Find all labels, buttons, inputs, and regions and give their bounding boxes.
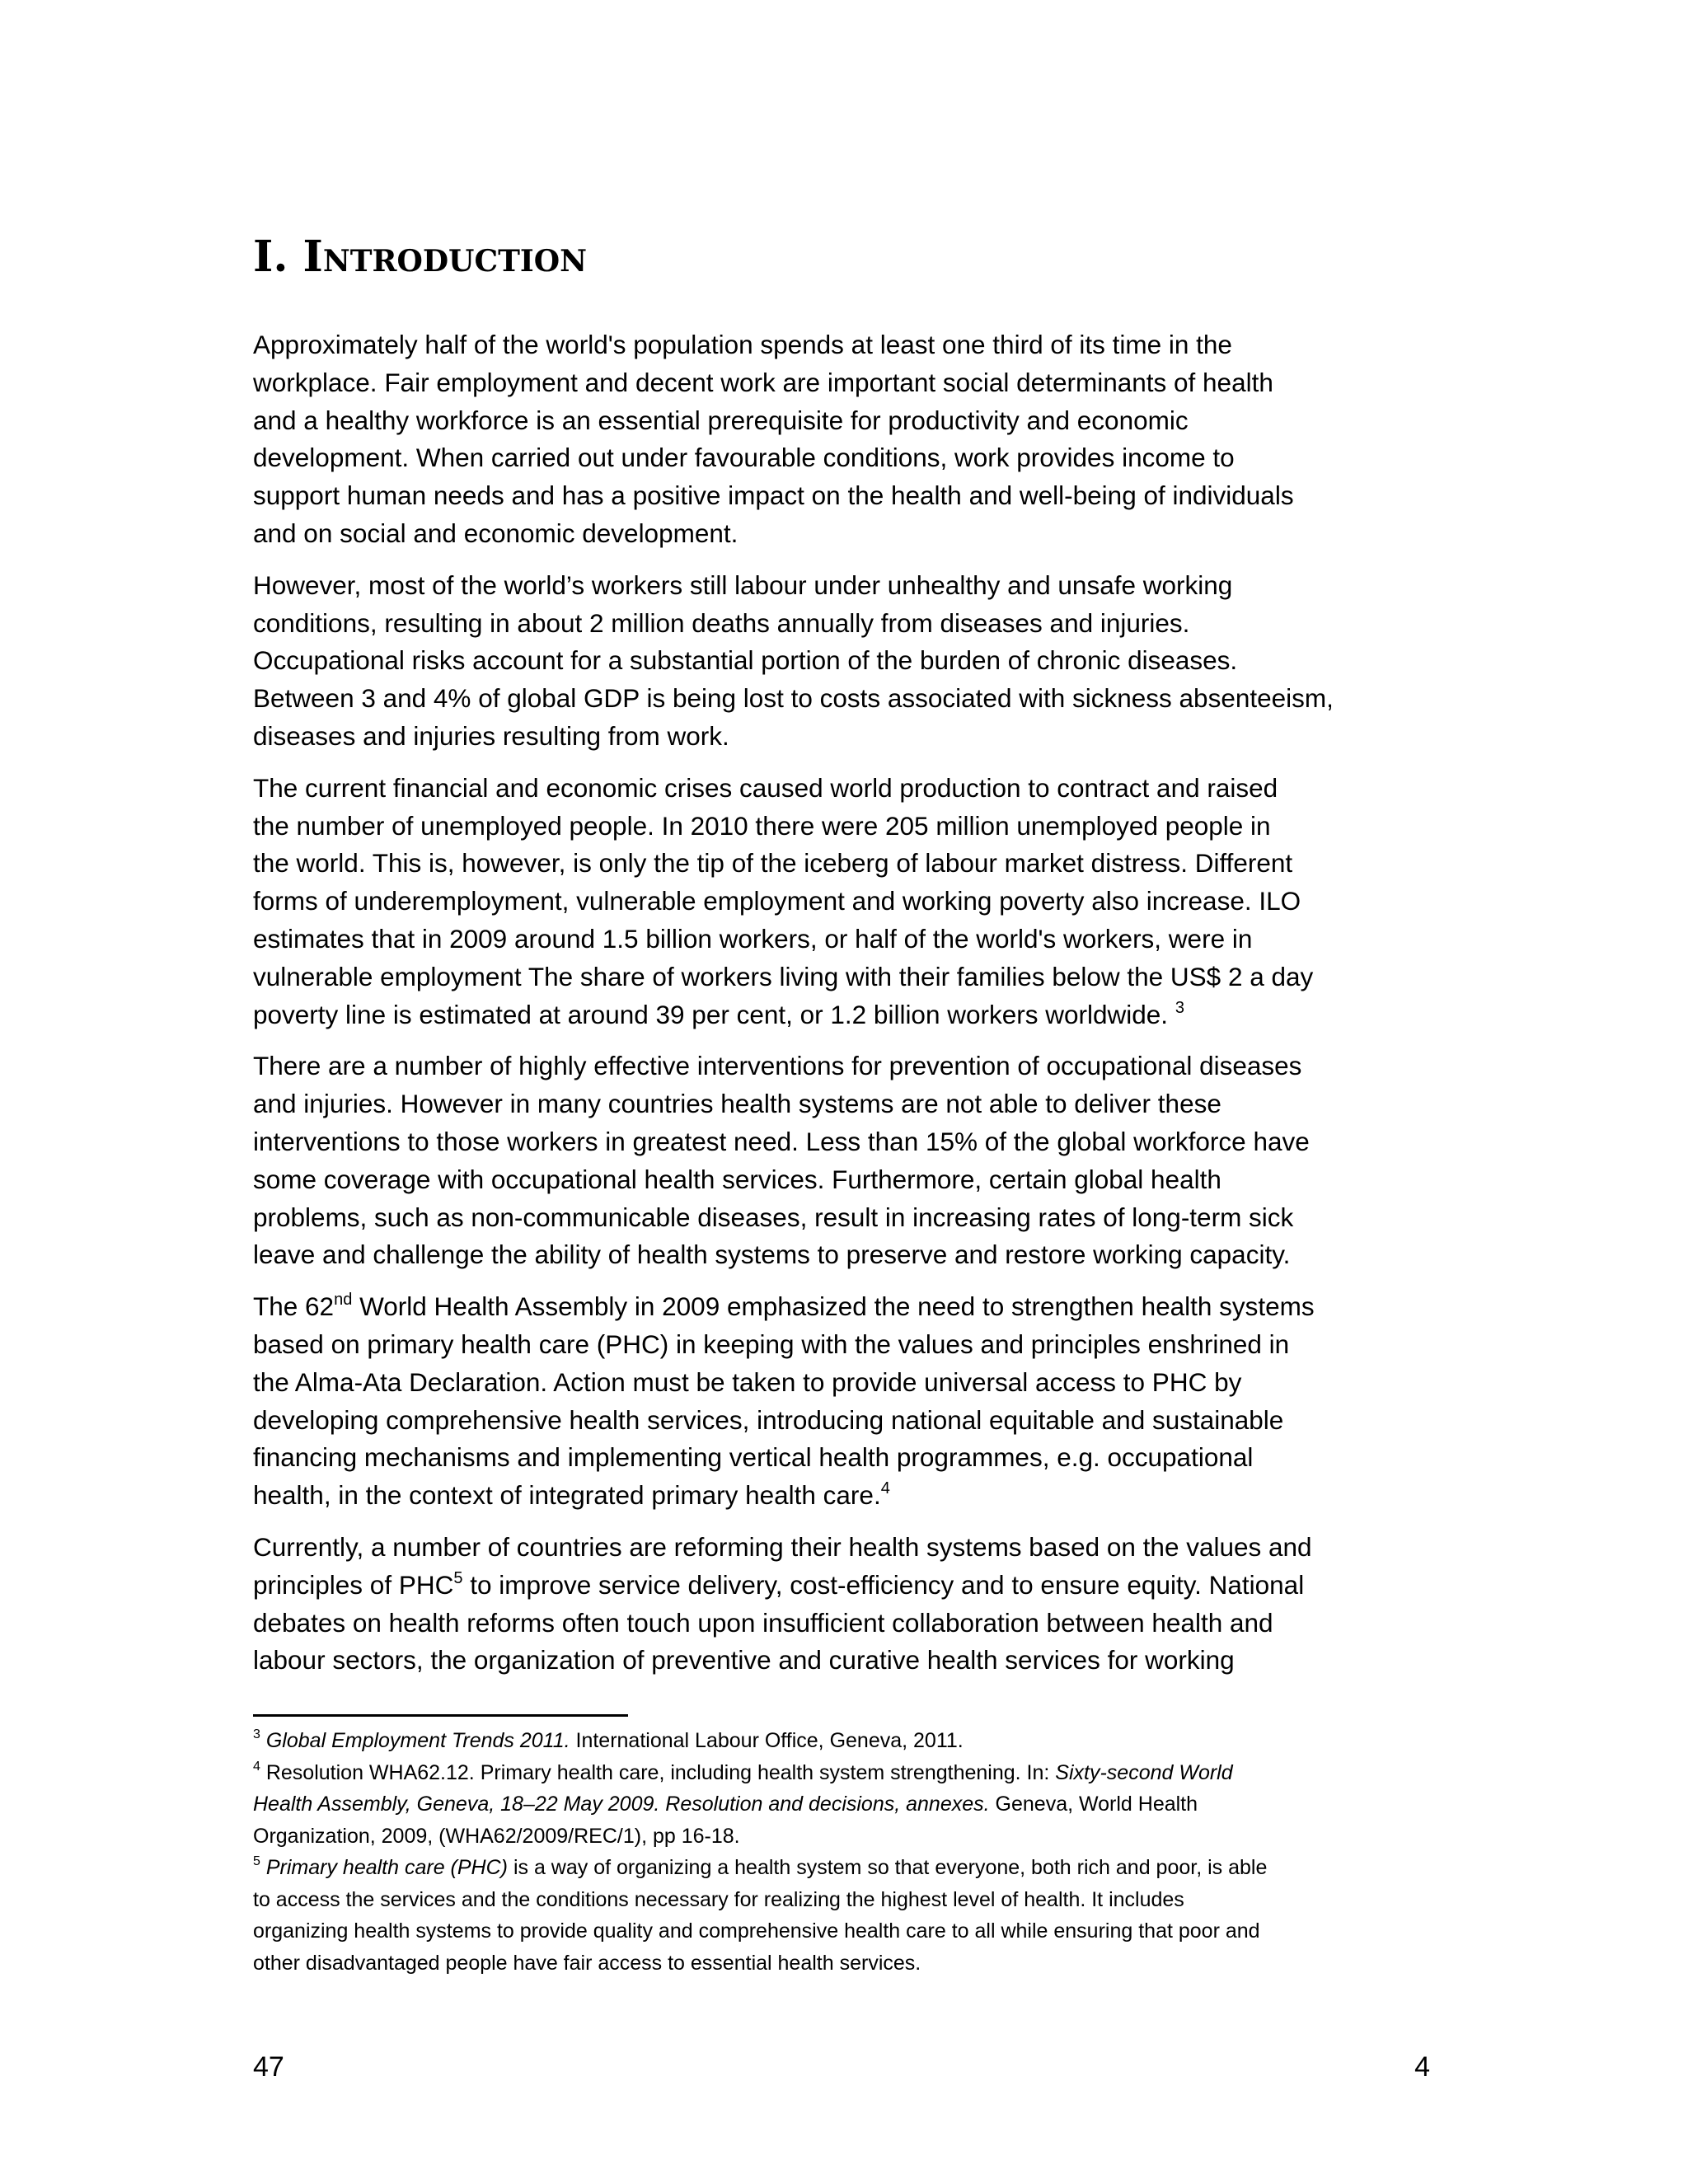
text-line: workplace. Fair employment and decent work are important social determinants of health [253, 367, 1273, 397]
text-line: financing mechanisms and implementing vertical health programmes, e.g. occupational [253, 1442, 1254, 1473]
text-segment: World Health Assembly in 2009 emphasized the need to strengthen health systems [352, 1291, 1315, 1322]
text-line: conditions, resulting in about 2 million deaths annually from diseases and injuries. [253, 607, 1190, 638]
text-line: labour sectors, the organization of preventive and curative health services for working [253, 1645, 1235, 1675]
footnote-line: organizing health systems to provide quality and comprehensive health care to all while ensuring that poor and [253, 1919, 1260, 1943]
text-line: based on primary health care (PHC) in keeping with the values and principles enshrined in [253, 1329, 1290, 1359]
text-line: Between 3 and 4% of global GDP is being lost to costs associated with sickness absenteeism, [253, 683, 1334, 714]
text-segment: International Labour Office, Geneva, 2011. [570, 1729, 964, 1752]
text-line: vulnerable employment The share of workers living with their families below the US$ 2 a day [253, 961, 1314, 991]
text-line: Occupational risks account for a substantial portion of the burden of chronic diseases. [253, 645, 1238, 676]
footnote-number: 3 [253, 1727, 260, 1741]
text-line: forms of underemployment, vulnerable employment and working poverty also increase. ILO [253, 886, 1301, 916]
footnote-title: Health Assembly, Geneva, 18–22 May 2009. Resolution and decisions, annexes. [253, 1793, 990, 1816]
text-segment: Resolution WHA62.12. Primary health care, including health system strengthening. In: [260, 1760, 1056, 1784]
text-line: However, most of the world’s workers still labour under unhealthy and unsafe working [253, 569, 1233, 600]
text-segment: principles of PHC [253, 1569, 454, 1600]
text-line: developing comprehensive health services, introducing national equitable and sustainable [253, 1404, 1284, 1435]
text-line [253, 1567, 1440, 1605]
text-line: and a healthy workforce is an essential prerequisite for productivity and economic [253, 405, 1189, 435]
text-line [253, 1288, 1440, 1326]
text-line: Approximately half of the world's population spends at least one third of its time in the [253, 330, 1232, 359]
page-number-left: 47 [253, 2051, 284, 2083]
paragraph-4 [253, 1047, 1440, 1274]
text-segment: health, in the context of integrated primary health care. [253, 1480, 881, 1511]
footnotes [253, 1725, 1440, 1979]
text-line: There are a number of highly effective interventions for prevention of occupational diseases [253, 1051, 1302, 1081]
text-line: The current financial and economic crises caused world production to contract and raised [253, 772, 1278, 803]
text-segment: The 62 [253, 1291, 335, 1322]
text-line: the Alma-Ata Declaration. Action must be taken to provide universal access to PHC by [253, 1366, 1242, 1397]
text-line: diseases and injuries resulting from work. [253, 720, 729, 751]
footnote-ref-3: 3 [1175, 998, 1184, 1017]
text-line [253, 1477, 1440, 1515]
footnote-term: Primary health care (PHC) [265, 1856, 508, 1879]
ordinal-suffix: nd [334, 1291, 353, 1310]
text-line: Currently, a number of countries are reforming their health systems based on the values and [253, 1531, 1312, 1562]
paragraph-1 [253, 326, 1440, 553]
footnote-3 [253, 1725, 1440, 1757]
text-line: and on social and economic development. [253, 518, 738, 548]
text-segment: poverty line is estimated at around 39 per cent, or 1.2 billion workers worldwide. [253, 999, 1175, 1029]
footnote-line: Organization, 2009, (WHA62/2009/REC/1), pp 16-18. [253, 1824, 740, 1848]
footnote-separator [253, 1714, 628, 1717]
text-segment: is a way of organizing a health system so that everyone, both rich and poor, is able [508, 1856, 1268, 1879]
paragraph-6 [253, 1529, 1440, 1680]
footnote-title: Global Employment Trends 2011. [265, 1729, 570, 1752]
text-line: support human needs and has a positive impact on the health and well-being of individuals [253, 480, 1294, 511]
page-number-right: 4 [1414, 2051, 1430, 2083]
paragraph-5 [253, 1288, 1440, 1515]
footnote-title: Sixty-second World [1055, 1760, 1233, 1784]
footnote-number: 4 [253, 1759, 260, 1774]
paragraph-3 [253, 770, 1440, 1034]
footnote-line [253, 1725, 1440, 1757]
text-segment: to improve service delivery, cost-efficiency and to ensure equity. National [462, 1569, 1305, 1600]
footnote-line [253, 1852, 1440, 1884]
text-line: interventions to those workers in greatest need. Less than 15% of the global workforce have [253, 1126, 1310, 1156]
text-line: problems, such as non-communicable diseases, result in increasing rates of long-term sick [253, 1202, 1294, 1232]
section-heading: I. Introduction [253, 232, 587, 282]
paragraph-2 [253, 567, 1440, 756]
footnote-ref-5: 5 [453, 1568, 463, 1587]
body-text [253, 326, 1440, 1694]
footnote-5 [253, 1852, 1440, 1979]
footnote-4 [253, 1757, 1440, 1853]
text-line: some coverage with occupational health services. Furthermore, certain global health [253, 1164, 1221, 1194]
footnote-line [253, 1788, 1440, 1821]
text-line: leave and challenge the ability of health systems to preserve and restore working capacity. [253, 1240, 1291, 1270]
text-line: the number of unemployed people. In 2010 there were 205 million unemployed people in [253, 810, 1271, 841]
text-line: estimates that in 2009 around 1.5 billion workers, or half of the world's workers, were in [253, 923, 1253, 954]
footnote-line: to access the services and the conditions necessary for realizing the highest level of health. It includes [253, 1887, 1184, 1911]
footnote-line [253, 1757, 1440, 1789]
footnote-number: 5 [253, 1854, 260, 1868]
footnote-ref-4: 4 [880, 1479, 890, 1498]
footnote-line: other disadvantaged people have fair access to essential health services. [253, 1951, 921, 1975]
text-line: development. When carried out under favourable conditions, work provides income to [253, 443, 1235, 473]
text-line: debates on health reforms often touch upon insufficient collaboration between health and [253, 1607, 1273, 1638]
text-line: the world. This is, however, is only the tip of the iceberg of labour market distress. Different [253, 848, 1293, 879]
text-line [253, 996, 1440, 1034]
text-segment: Geneva, World Health [989, 1793, 1198, 1816]
text-line: and injuries. However in many countries health systems are not able to deliver these [253, 1089, 1221, 1119]
